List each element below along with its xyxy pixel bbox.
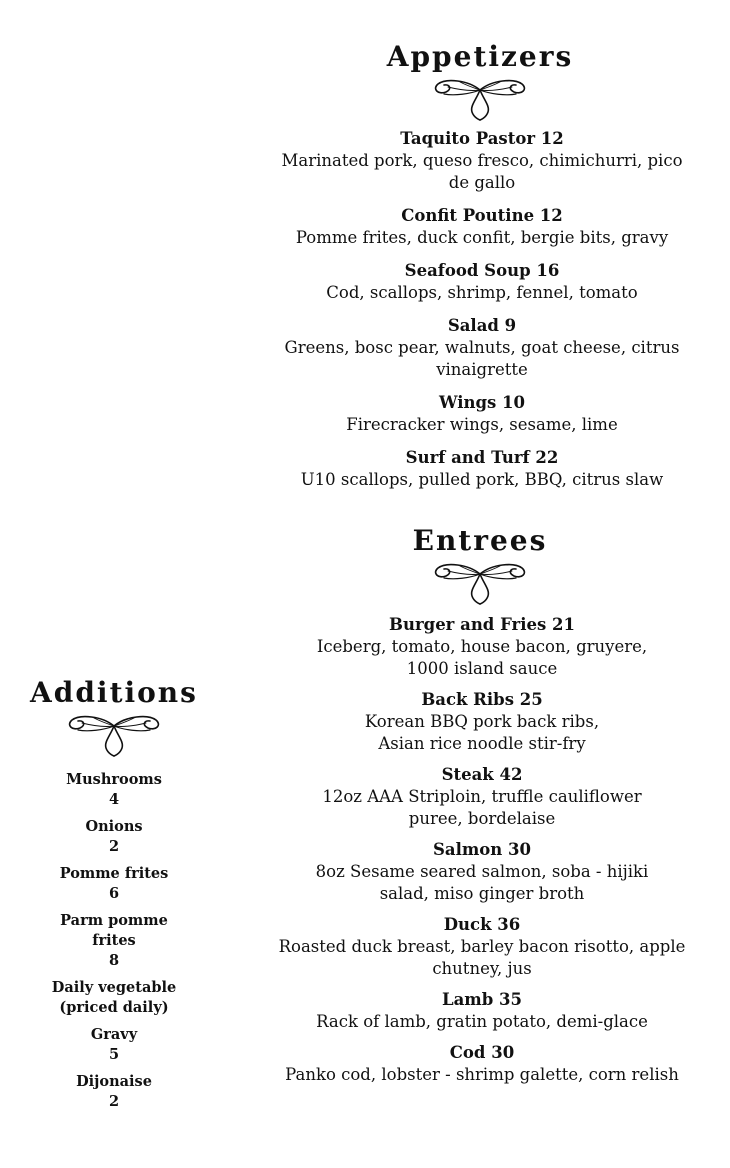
addition-item: [28, 1025, 200, 1065]
menu-item-name: Taquito Pastor 12: [400, 129, 564, 148]
menu-item-description: Iceberg, tomato, house bacon, gruyere, 1000 island sauce: [316, 637, 648, 678]
addition-name: Pomme frites: [59, 865, 169, 882]
menu-item-name: Seafood Soup 16: [404, 261, 560, 280]
addition-item: [28, 911, 200, 971]
addition-item: [28, 864, 200, 904]
menu-item-description: Marinated pork, queso fresco, chimichurri, pico de gallo: [281, 151, 683, 192]
menu-item: [272, 205, 692, 249]
menu-item-description: Korean BBQ pork back ribs, Asian rice noodle stir-fry: [364, 712, 600, 753]
entrees-list: [272, 614, 692, 1086]
menu-item: [272, 614, 692, 680]
menu-item-description: 12oz AAA Striploin, truffle cauliflower puree, bordelaise: [322, 787, 642, 828]
menu-item: [272, 989, 692, 1033]
menu-item-description: Pomme frites, duck confit, bergie bits, gravy: [295, 228, 669, 247]
menu-item: [272, 260, 692, 304]
addition-name: Mushrooms: [66, 771, 162, 788]
menu-item-description: 8oz Sesame seared salmon, soba - hijiki salad, miso ginger broth: [315, 862, 649, 903]
addition-name: Gravy: [90, 1026, 138, 1043]
addition-price: 5: [108, 1046, 120, 1063]
menu-item: [272, 689, 692, 755]
ornamental-flourish-icon: [62, 710, 166, 758]
menu-item-description: Roasted duck breast, barley bacon risotto, apple chutney, jus: [278, 937, 686, 978]
menu-item: [272, 914, 692, 980]
menu-item-description: Greens, bosc pear, walnuts, goat cheese, citrus vinaigrette: [284, 338, 680, 379]
menu-item: [272, 839, 692, 905]
addition-name: Dijonaise: [76, 1073, 152, 1090]
addition-name: Daily vegetable (priced daily): [51, 979, 177, 1016]
addition-price: 2: [108, 1093, 120, 1110]
addition-item: [28, 1072, 200, 1112]
addition-price: 6: [108, 885, 120, 902]
addition-item: [28, 817, 200, 857]
addition-item: [28, 770, 200, 810]
appetizers-heading: Appetizers: [386, 40, 574, 73]
menu-item-name: Burger and Fries 21: [389, 615, 575, 634]
menu-item-name: Wings 10: [438, 393, 526, 412]
menu-item-name: Salmon 30: [432, 840, 532, 859]
addition-name: Onions: [85, 818, 143, 835]
menu-item-description: U10 scallops, pulled pork, BBQ, citrus slaw: [300, 470, 664, 489]
menu-item: [272, 764, 692, 830]
addition-price: 8: [108, 952, 120, 969]
menu-item-name: Salad 9: [447, 316, 517, 335]
menu-item-description: Rack of lamb, gratin potato, demi-glace: [316, 1012, 648, 1031]
menu-item-name: Confit Poutine 12: [401, 206, 563, 225]
addition-item: [28, 978, 200, 1018]
ornamental-flourish-icon: [428, 74, 532, 122]
menu-item-name: Lamb 35: [442, 990, 522, 1009]
menu-item: [272, 315, 692, 381]
menu-item-description: Cod, scallops, shrimp, fennel, tomato: [326, 283, 638, 302]
menu-item-name: Cod 30: [449, 1043, 515, 1062]
menu-item: [272, 447, 692, 491]
menu-item-name: Surf and Turf 22: [405, 448, 559, 467]
ornamental-flourish-icon: [428, 558, 532, 606]
additions-heading: Additions: [30, 676, 198, 709]
menu-item-name: Duck 36: [443, 915, 521, 934]
menu-item-name: Steak 42: [441, 765, 523, 784]
additions-list: [28, 770, 200, 1112]
menu-item-description: Firecracker wings, sesame, lime: [346, 415, 618, 434]
addition-name: Parm pomme frites: [60, 912, 168, 949]
addition-price: 2: [108, 838, 120, 855]
entrees-heading: Entrees: [412, 524, 548, 557]
appetizers-list: [272, 128, 692, 491]
menu-item: [272, 1042, 692, 1086]
addition-price: 4: [108, 791, 120, 808]
menu-item: [272, 392, 692, 436]
menu-item: [272, 128, 692, 194]
menu-item-name: Back Ribs 25: [421, 690, 543, 709]
menu-item-description: Panko cod, lobster - shrimp galette, corn relish: [285, 1065, 679, 1084]
